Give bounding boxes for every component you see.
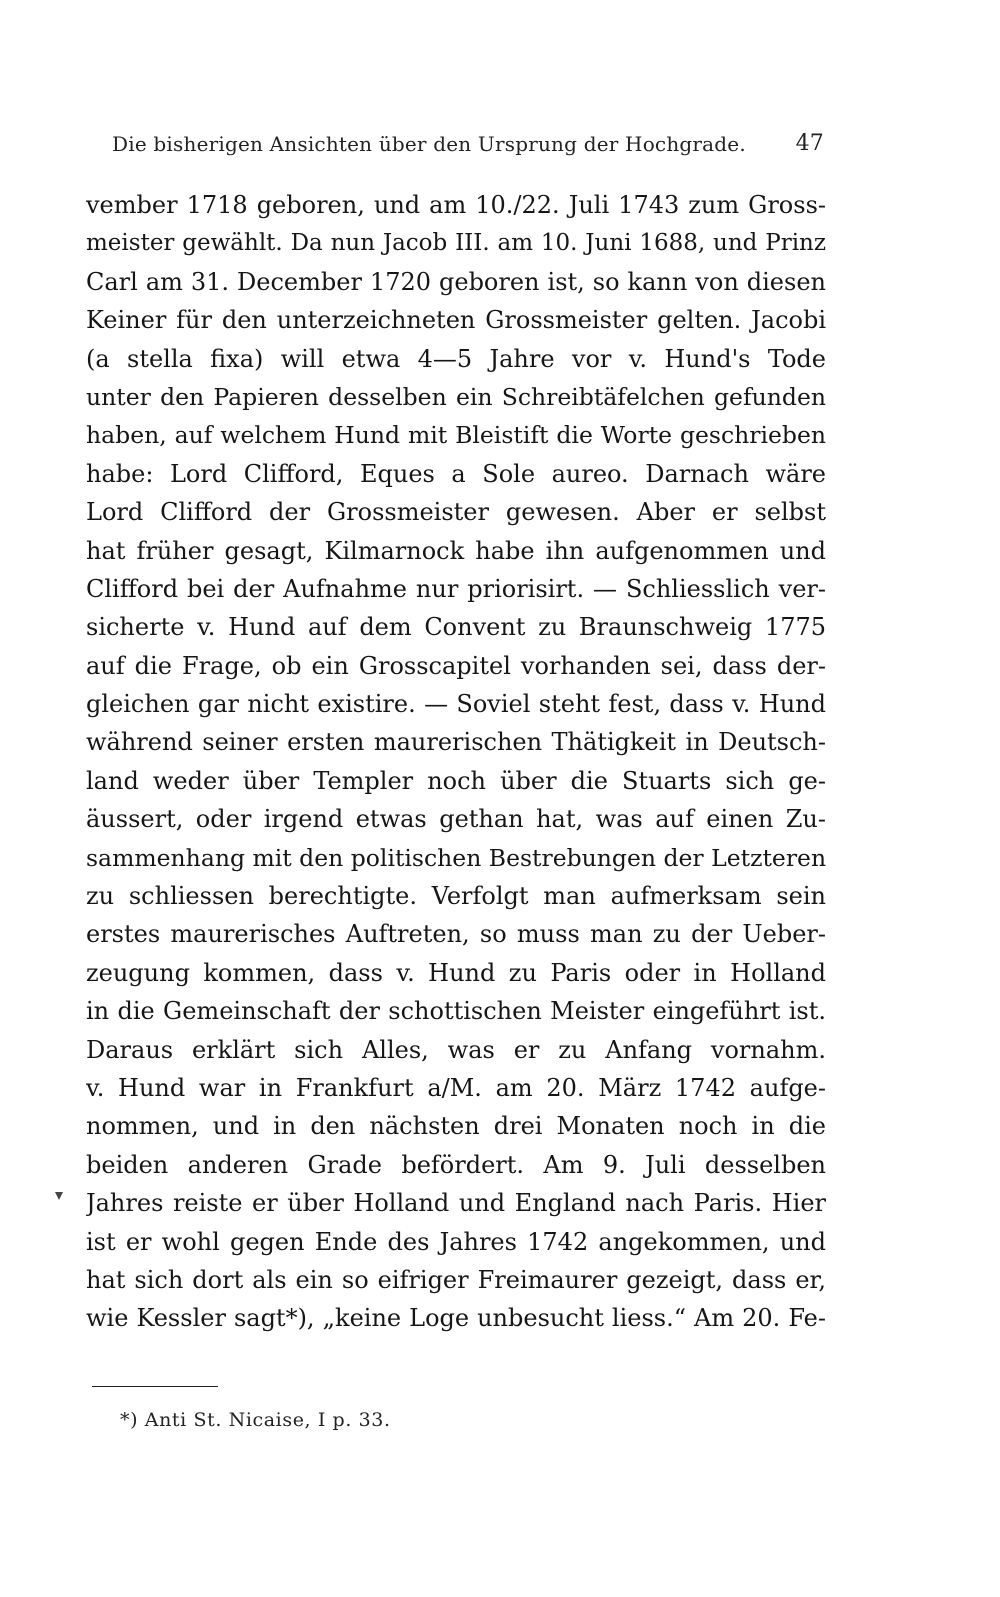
text-line: meister gewählt. Da nun Jacob III. am 10. Juni 1688, und Prinz (86, 230, 826, 257)
text-line: unter den Papieren desselben ein Schreibtäfelchen gefunden (86, 382, 826, 411)
text-line: ist er wohl gegen Ende des Jahres 1742 angekommen, und (86, 1227, 826, 1256)
text-line: hat sich dort als ein so eifriger Freimaurer gezeigt, dass er, (86, 1265, 826, 1294)
text-line: hat früher gesagt, Kilmarnock habe ihn aufgenommen und (86, 536, 826, 565)
text-line: sammenhang mit den politischen Bestrebungen der Letzteren (86, 843, 826, 872)
text-line: beiden anderen Grade befördert. Am 9. Juli desselben (86, 1150, 826, 1179)
text-line: in die Gemeinschaft der schottischen Meister eingeführt ist. (86, 997, 826, 1026)
text-line: Daraus erklärt sich Alles, was er zu Anfang vornahm. (86, 1035, 826, 1064)
text-line: wie Kessler sagt*), „keine Loge unbesucht liess.“ Am 20. Fe- (86, 1304, 826, 1333)
text-line: land weder über Templer noch über die Stuarts sich ge- (86, 766, 826, 795)
text-line: auf die Frage, ob ein Grosscapitel vorhanden sei, dass der- (86, 651, 826, 680)
text-line: v. Hund war in Frankfurt a/M. am 20. März 1742 aufge- (86, 1073, 826, 1102)
text-line: zeugung kommen, dass v. Hund zu Paris oder in Holland (86, 958, 826, 987)
text-line: äussert, oder irgend etwas gethan hat, was auf einen Zu- (86, 805, 826, 834)
text-line: (a stella fixa) will etwa 4—5 Jahre vor v. Hund's Tode (86, 344, 826, 373)
text-line: Carl am 31. December 1720 geboren ist, so kann von diesen (86, 267, 826, 296)
page-number: 47 (795, 131, 824, 156)
text-line: Keiner für den unterzeichneten Grossmeister gelten. Jacobi (86, 306, 826, 335)
text-line: sicherte v. Hund auf dem Convent zu Braunschweig 1775 (86, 613, 826, 642)
footnote-rule (92, 1386, 218, 1387)
text-line: zu schliessen berechtigte. Verfolgt man aufmerksam sein (86, 882, 826, 911)
text-line: habe: Lord Clifford, Eques a Sole aureo. Darnach wäre (86, 459, 826, 488)
text-line: gleichen gar nicht existire. — Soviel steht fest, dass v. Hund (86, 690, 826, 719)
margin-mark-icon (55, 1192, 63, 1200)
running-head-title: Die bisherigen Ansichten über den Ursprung der Hochgrade. (112, 132, 746, 156)
text-line: haben, auf welchem Hund mit Bleistift die Worte geschrieben (86, 421, 826, 450)
text-line: während seiner ersten maurerischen Thätigkeit in Deutsch- (86, 728, 826, 757)
body-text (86, 186, 826, 1338)
footnote: *) Anti St. Nicaise, I p. 33. (120, 1409, 391, 1431)
text-line: Clifford bei der Aufnahme nur priorisirt. — Schliesslich ver- (86, 574, 826, 603)
text-line: Jahres reiste er über Holland und England nach Paris. Hier (86, 1189, 826, 1218)
text-line: vember 1718 geboren, und am 10./22. Juli 1743 zum Gross- (86, 191, 826, 219)
text-line: Lord Clifford der Grossmeister gewesen. Aber er selbst (86, 498, 826, 527)
text-line: nommen, und in den nächsten drei Monaten noch in die (86, 1112, 826, 1141)
text-line: erstes maurerisches Auftreten, so muss man zu der Ueber- (86, 920, 826, 949)
